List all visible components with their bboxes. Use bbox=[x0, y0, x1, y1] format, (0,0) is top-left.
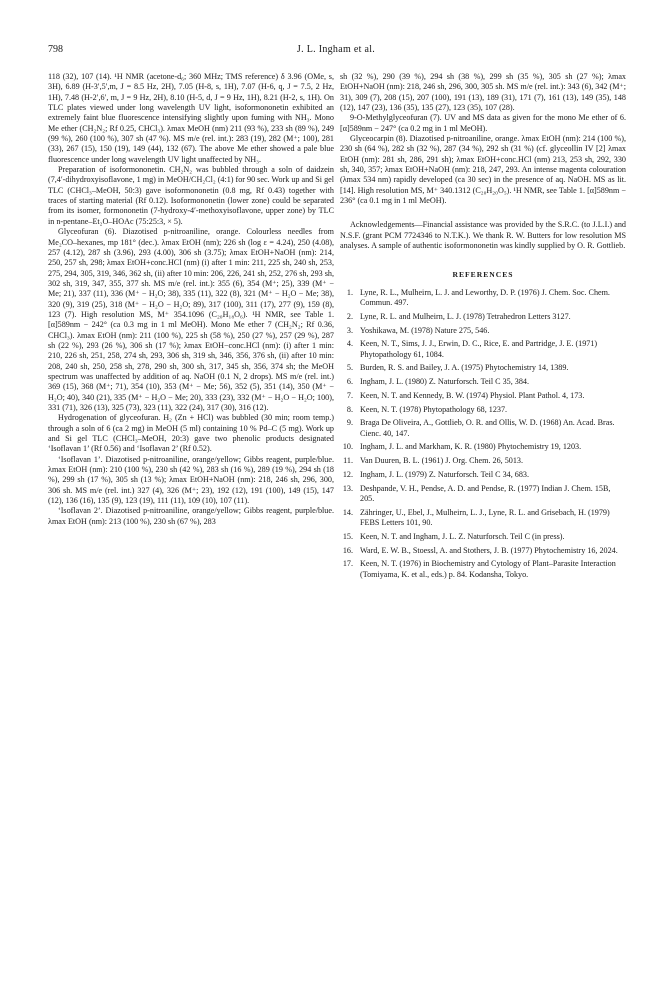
reference-text: Keen, N. T. and Kennedy, B. W. (1974) Physiol. Plant Pathol. 4, 173. bbox=[360, 390, 585, 400]
page-header bbox=[48, 44, 624, 58]
reference-text: Ingham, J. L. (1979) Z. Naturforsch. Teil C 34, 683. bbox=[360, 469, 529, 479]
reference-item bbox=[340, 288, 626, 309]
paragraph: Glyceofuran (6). Diazotised p-nitroaniline, orange. Colourless needles from Me₂CO–hexanes, mp 181° (dec.). λmax EtOH (nm); 226 sh (log ε = 4.24), 250 (4.08), 257 (4.12), 287 sh (3.96), 293 (4.00), 306 sh (3.75); λmax EtOH+NaOH (nm): 214, 250, 257 sh, 298; λmax EtOH+conc.HCl (nm) (i) after 1 min: 211, 225 sh, 240 sh, 253, 275, 294, 305, 319, 346, 362 sh, (ii) after 10 min: 206, 226, 241 sh, 252, 276 sh, 293 sh, 302 sh, 319, 347, 355, 377 sh. MS m/e (rel. int.): 355 (6), 354 (M⁺; 25), 339 (M⁺ − Me; 21), 337 (11), 336 (M⁺ − H₂O; 38), 335 (11), 322 (8), 321 (M⁺ − H₂O − Me; 38), 320 (9), 319 (25), 318 (M⁺ − H₂O − H₂O; 89), 317 (100), 311 (17), 277 (9), 159 (8), 123 (7). High resolution MS, M⁺ 354.1096 (C₂₀H₁₈O₆). ¹H NMR, see Table 1. [α]589nm − 242° (ca 0.3 mg in 1 ml MeOH). Mono Me ether 7 (CH₂N₂; Rf 0.36, CHCl₃). λmax EtOH (nm): 211 (100 %), 225 sh (58 %), 250 (27 %), 257 (29 %), 287 sh (22 %), 293 (26 %), 306 sh (17 %); λmax EtOH−conc.HCl (nm): (i) after 1 min: 210, 226 sh, 251, 258, 274 sh, 293, 306 sh, 319 sh, 346, 356, 376 sh, (ii) after 10 min: 208, 240 sh, 250, 258 sh, 278, 290 sh, 300 sh, 317, 345 sh, 356, 374 sh; the MeOH spectrum was unaffected by addition of aq. NaOH (0.1 N, 2 drops). MS m/e (rel. int.) 369 (15), 368 (M⁺; 71), 354 (10), 353 (M⁺ − Me; 56), 352 (5), 351 (14), 350 (M⁺ − H₂O; 40), 340 (21), 335 (M⁺ − H₂O − Me; 20), 333 (23), 332 (M⁺ − H₂O − H₂O; 100), 331 (71), 326 (13), 325 (73), 323 (11), 322 (24), 317 (30), 316 (12). bbox=[48, 227, 334, 412]
paragraph: Hydrogenation of glyceofuran. H₂ (Zn + HCl) was bubbled (30 min; room temp.) through a soln of 6 (ca 2 mg) in MeOH (5 ml) containing 10 % Pd–C (5 mg). Work up and Si gel TLC (CHCl₃–MeOH, 20:3) gave two phenolic products designated ‘Isoflavan 1’ (Rf 0.56) and ‘Isoflavan 2’ (Rf 0.52). bbox=[48, 413, 334, 454]
paragraph: Glyceocarpin (8). Diazotised p-nitroaniline, orange. λmax EtOH (nm): 214 (100 %), 230 sh (64 %), 282 sh (32 %), 287 (34 %), 292 sh (31 %) (cf. glyceollin IV [2] λmax EtOH (nm): 281 sh, 286, 291 sh); λmax EtOH+conc.HCl (nm) 213, 253 sh, 292, 330 sh, 340, 357; λmax EtOH+NaOH (nm): 218, 247, 293. An intense magenta colouration (λmax 534 nm) rapidly developed (ca 30 sec) in the presence of aq. NaOH. MS as lit. [14]. High resolution MS, M⁺ 340.1312 (C₂₀H₂₀O₅). ¹H NMR, see Table 1. [α]589nm − 236° (ca 0.1 mg in 1 ml MeOH). bbox=[340, 134, 626, 206]
reference-item bbox=[340, 456, 626, 466]
acknowledgements: Acknowledgements—Financial assistance was provided by the S.R.C. (to J.L.I.) and N.S.F. (grant PCM 7724346 to N.T.K.). We thank R. W. Butters for low resolution MS analyses. A sample of authentic isoformononetin was kindly supplied by O. R. Gottlieb. bbox=[340, 220, 626, 251]
references-heading: REFERENCES bbox=[452, 269, 514, 279]
reference-number: 1. bbox=[346, 287, 353, 297]
reference-text: Keen, N. T. (1976) in Biochemistry and Cytology of Plant–Parasite Interaction (Tomiyama, K. et al., eds.) p. 84. Kodansha, Tokyo. bbox=[360, 559, 616, 579]
paragraph: sh (32 %), 290 (39 %), 294 sh (38 %), 299 sh (35 %), 305 sh (27 %); λmax EtOH+NaOH (nm): 218, 246 sh, 296, 300, 305 sh. MS m/e (rel. int.): 343 (6), 342 (M⁺; 31), 309 (7), 208 (15), 207 (100), 191 (13), 189 (31), 171 (7), 161 (13), 149 (35), 148 (12), 147 (23), 136 (35), 135 (27), 123 (35), 107 (28). bbox=[340, 72, 627, 113]
reference-item bbox=[340, 418, 626, 439]
reference-number: 4. bbox=[346, 339, 353, 349]
reference-text: Ingham, J. L. (1980) Z. Naturforsch. Teil C 35, 384. bbox=[360, 377, 529, 387]
reference-number: 12. bbox=[342, 469, 353, 479]
running-head: J. L. Ingham et al. bbox=[296, 44, 376, 55]
reference-item bbox=[340, 326, 626, 336]
reference-number: 13. bbox=[342, 483, 353, 493]
page-number: 798 bbox=[48, 44, 63, 55]
paragraph: ‘Isoflavan 2’. Diazotised p-nitroaniline, orange/yellow; Gibbs reagent, purple/blue. λmax EtOH (nm): 213 (100 %), 230 sh (67 %), 283 bbox=[48, 506, 334, 526]
reference-item bbox=[340, 405, 626, 415]
reference-number: 16. bbox=[342, 545, 353, 555]
reference-text: Van Duuren, B. L. (1961) J. Org. Chem. 26, 5013. bbox=[360, 456, 524, 466]
reference-text: Burden, R. S. and Bailey, J. A. (1975) Phytochemistry 14, 1389. bbox=[360, 363, 569, 373]
reference-item bbox=[340, 312, 626, 322]
paragraph: 9-O-Methylglyceofuran (7). UV and MS data as given for the mono Me ether of 6. [α]589nm − 247° (ca 0.2 mg in 1 ml MeOH). bbox=[340, 113, 626, 133]
reference-number: 5. bbox=[346, 363, 353, 373]
reference-item bbox=[340, 442, 626, 452]
reference-number: 10. bbox=[342, 442, 353, 452]
reference-item bbox=[340, 532, 626, 542]
paragraph: ‘Isoflavan 1’. Diazotised p-nitroaniline, orange/yellow; Gibbs reagent, purple/blue. λmax EtOH (nm): 210 (100 %), 230 sh (42 %), 283 sh (16 %), 289 (19 %), 294 sh (18 %), 299 sh (17 %), 305 sh (13 %); λmax EtOH+NaOH (nm): 218, 246 sh, 296, 300, 306 sh. MS m/e (rel. int.) 327 (4), 326 (M⁺; 23), 192 (12), 191 (100), 149 (15), 147 (12), 136 (16), 135 (9), 123 (19), 111 (11), 109 (10), 107 (11). bbox=[48, 454, 334, 506]
paragraph: 118 (32), 107 (14). ¹H NMR (acetone-d₆; 360 MHz; TMS reference) δ 3.96 (OMe, s, 3H), 6.89 (H-3′,5′,m, J = 8.5 Hz, 2H), 7.05 (H-8, s, 1H), 7.07 (H-6, q, J = 7.5, 2 Hz, 1H), 7.48 (H-2′,6′, m, J = 9 Hz, 2H), 8.10 (H-5, d, J = 9 Hz, 1H), 8.21 (H-2, s, 1H). On TLC plates viewed under long wavelength UV light, isoformononetin exhibited an extremely faint blue fluorescence intensifying slightly upon fuming with NH₃. Mono Me ether (CH₂N₂; Rf 0.25, CHCl₃). λmax MeOH (nm) 211 (93 %), 233 sh (89 %), 249 (99 %), 260 (100 %), 307 sh (47 %). MS m/e (rel. int.): 283 (19), 282 (M⁺; 100), 281 (33), 267 (15), 150 (19), 149 (44), 132 (67). The above Me ether showed a pale blue fluorescence under long wavelength UV light unaffected by NH₃. bbox=[48, 72, 334, 164]
reference-text: Ward, E. W. B., Stoessl, A. and Stothers, J. B. (1977) Phytochemistry 16, 2024. bbox=[360, 545, 618, 555]
section-gap bbox=[340, 206, 626, 220]
reference-list bbox=[340, 288, 626, 580]
section-gap bbox=[340, 252, 626, 266]
reference-item bbox=[340, 339, 626, 360]
reference-number: 2. bbox=[346, 311, 353, 321]
reference-text: Deshpande, V. H., Pendse, A. D. and Pendse, R. (1977) Indian J. Chem. 15B, 205. bbox=[360, 483, 611, 504]
reference-number: 17. bbox=[342, 559, 353, 569]
reference-number: 11. bbox=[343, 456, 353, 466]
reference-number: 3. bbox=[346, 325, 353, 335]
reference-item bbox=[340, 484, 626, 505]
reference-text: Yoshikawa, M. (1978) Nature 275, 546. bbox=[360, 325, 490, 335]
reference-number: 7. bbox=[346, 390, 353, 400]
reference-item bbox=[340, 391, 626, 401]
reference-number: 8. bbox=[346, 404, 353, 414]
reference-item bbox=[340, 363, 626, 373]
reference-item bbox=[340, 508, 626, 529]
reference-text: Keen, N. T. and Ingham, J. L. Z. Naturforsch. Teil C (in press). bbox=[360, 531, 565, 541]
reference-item bbox=[340, 377, 626, 387]
reference-item bbox=[340, 470, 626, 480]
paragraph: Preparation of isoformononetin. CH₂N₂ was bubbled through a soln of daidzein (7,4′-dihydroxyisoflavone, 1 mg) in MeOH/CH₂Cl₂ (4:1) for 90 sec. Work up and Si gel TLC (CHCl₃–MeOH, 50:3) gave isoformononetin (0.8 mg, Rf 0.43) together with traces of starting material (Rf 0.12). Isoformononetin (lower zone) could be separated from its isomer, formononetin (7-hydroxy-4′-methoxyisoflavone, upper zone) by TLC in n-pentane–Et₂O–HOAc (75:25:3, × 5). bbox=[48, 165, 335, 226]
reference-text: Braga De Oliveira, A., Gottlieb, O. R. and Ollis, W. D. (1968) An. Acad. Bras. Cienc. 40, 147. bbox=[360, 418, 615, 438]
right-column bbox=[340, 72, 626, 583]
reference-item bbox=[340, 559, 626, 580]
reference-text: Lyne, R. L. and Mulheirn, L. J. (1978) Tetrahedron Letters 3127. bbox=[360, 311, 571, 321]
reference-number: 14. bbox=[342, 507, 353, 517]
reference-number: 15. bbox=[342, 531, 353, 541]
reference-item bbox=[340, 546, 626, 556]
reference-text: Ingham, J. L. and Markham, K. R. (1980) Phytochemistry 19, 1203. bbox=[360, 442, 582, 452]
reference-text: Keen, N. T., Sims, J. J., Erwin, D. C., Rice, E. and Partridge, J. E. (1971) Phytopathology 61, 1084. bbox=[360, 339, 598, 359]
left-column bbox=[48, 72, 334, 527]
reference-text: Lyne, R. L., Mulheirn, L. J. and Leworthy, D. P. (1976) J. Chem. Soc. Chem. Commun. 497. bbox=[360, 287, 610, 308]
reference-text: Keen, N. T. (1978) Phytopathology 68, 1237. bbox=[360, 404, 508, 414]
reference-number: 9. bbox=[346, 418, 353, 428]
reference-text: Zähringer, U., Ebel, J., Mulheirn, L. J., Lyne, R. L. and Grisebach, H. (1979) FEBS Letters 101, 90. bbox=[360, 507, 610, 528]
reference-number: 6. bbox=[346, 377, 353, 387]
